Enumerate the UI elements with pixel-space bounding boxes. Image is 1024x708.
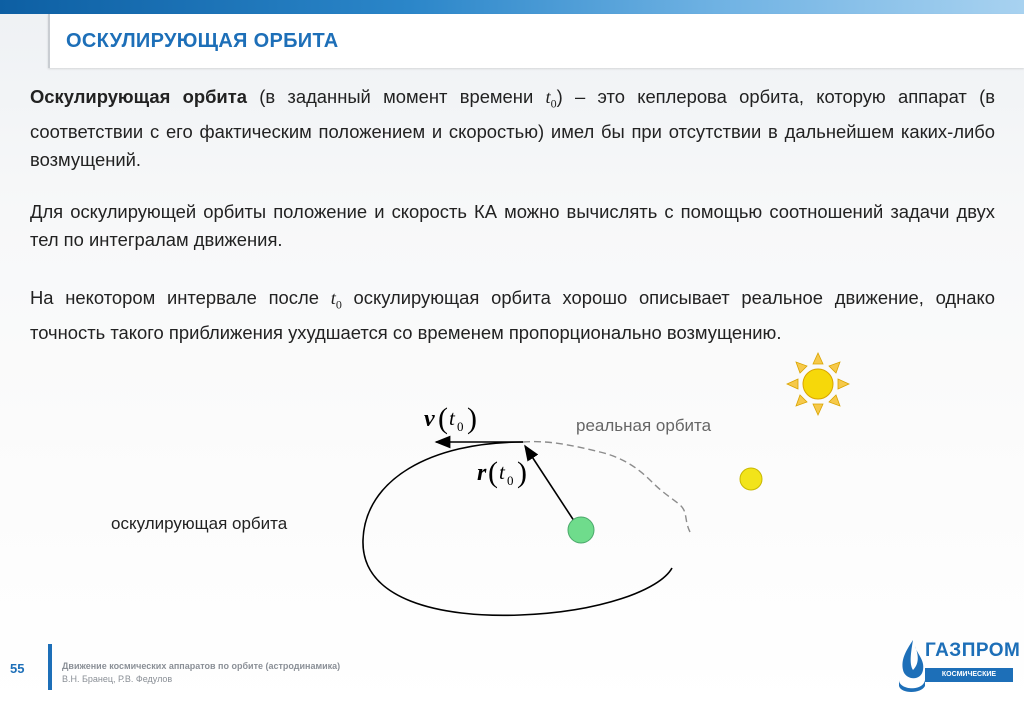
- real-orbit-path: [523, 442, 690, 532]
- p3-text-a: На некотором интервале после: [30, 287, 331, 308]
- radius-vector-arrow: [525, 446, 580, 530]
- radius-symbol: r: [477, 460, 487, 486]
- radius-close-paren: ): [517, 456, 527, 489]
- footer-authors: В.Н. Бранец, Р.В. Федулов: [62, 674, 173, 684]
- perturbing-body-moon: [740, 468, 762, 490]
- term-osculating-orbit: Оскулирующая орбита: [30, 86, 247, 107]
- label-osculating-orbit: оскулирующая орбита: [111, 514, 288, 533]
- p1-var-sub: 0: [550, 96, 557, 111]
- p1-text-b: ) – это кеплерова орбита, которую аппарат (в соответствии с его фактическим положением и скоростью) имел бы при отсутствии в дальнейшем каких-либо возмущений.: [30, 86, 996, 170]
- radius-time-var: t: [499, 460, 505, 484]
- page-number: 55: [10, 661, 25, 676]
- p1-text-a: (в заданный момент времени: [246, 86, 546, 107]
- footer-credits: [62, 660, 340, 686]
- p3-var-t: t: [330, 288, 336, 308]
- central-body-planet: [568, 517, 594, 543]
- radius-time-sub: 0: [507, 473, 514, 488]
- p3-var-sub: 0: [335, 297, 342, 312]
- gazprom-logo: [895, 636, 1021, 694]
- velocity-open-paren: (: [438, 402, 448, 435]
- velocity-symbol: v: [424, 406, 435, 432]
- slide-title: ОСКУЛИРУЮЩАЯ ОРБИТА: [66, 30, 339, 52]
- logo-subtitle: КОСМИЧЕСКИЕ СИСТЕМЫ: [925, 668, 1013, 682]
- velocity-close-paren: ): [467, 402, 477, 435]
- velocity-label: [424, 402, 477, 435]
- velocity-time-sub: 0: [457, 419, 464, 434]
- flame-icon: [895, 636, 929, 694]
- p1-var-t: t: [545, 87, 551, 107]
- p3-text-b: оскулирующая орбита хорошо описывает реальное движение, однако точность такого приближения ухудшается со временем пропорционально возмущению.: [30, 287, 995, 343]
- radius-open-paren: (: [488, 456, 498, 489]
- label-real-orbit: реальная орбита: [576, 416, 712, 435]
- sun-icon: [787, 353, 849, 415]
- velocity-time-var: t: [449, 406, 455, 430]
- paragraph-two-body: Для оскулирующей орбиты положение и скорость КА можно вычислять с помощью соотношений задачи двух тел по интегралам движения.: [30, 201, 995, 250]
- radius-label: [477, 456, 527, 489]
- footer-course-title: Движение космических аппаратов по орбите (астродинамика): [62, 661, 341, 671]
- footer-accent-bar: [48, 644, 52, 690]
- logo-wordmark: ГАЗПРОМ: [925, 640, 1021, 661]
